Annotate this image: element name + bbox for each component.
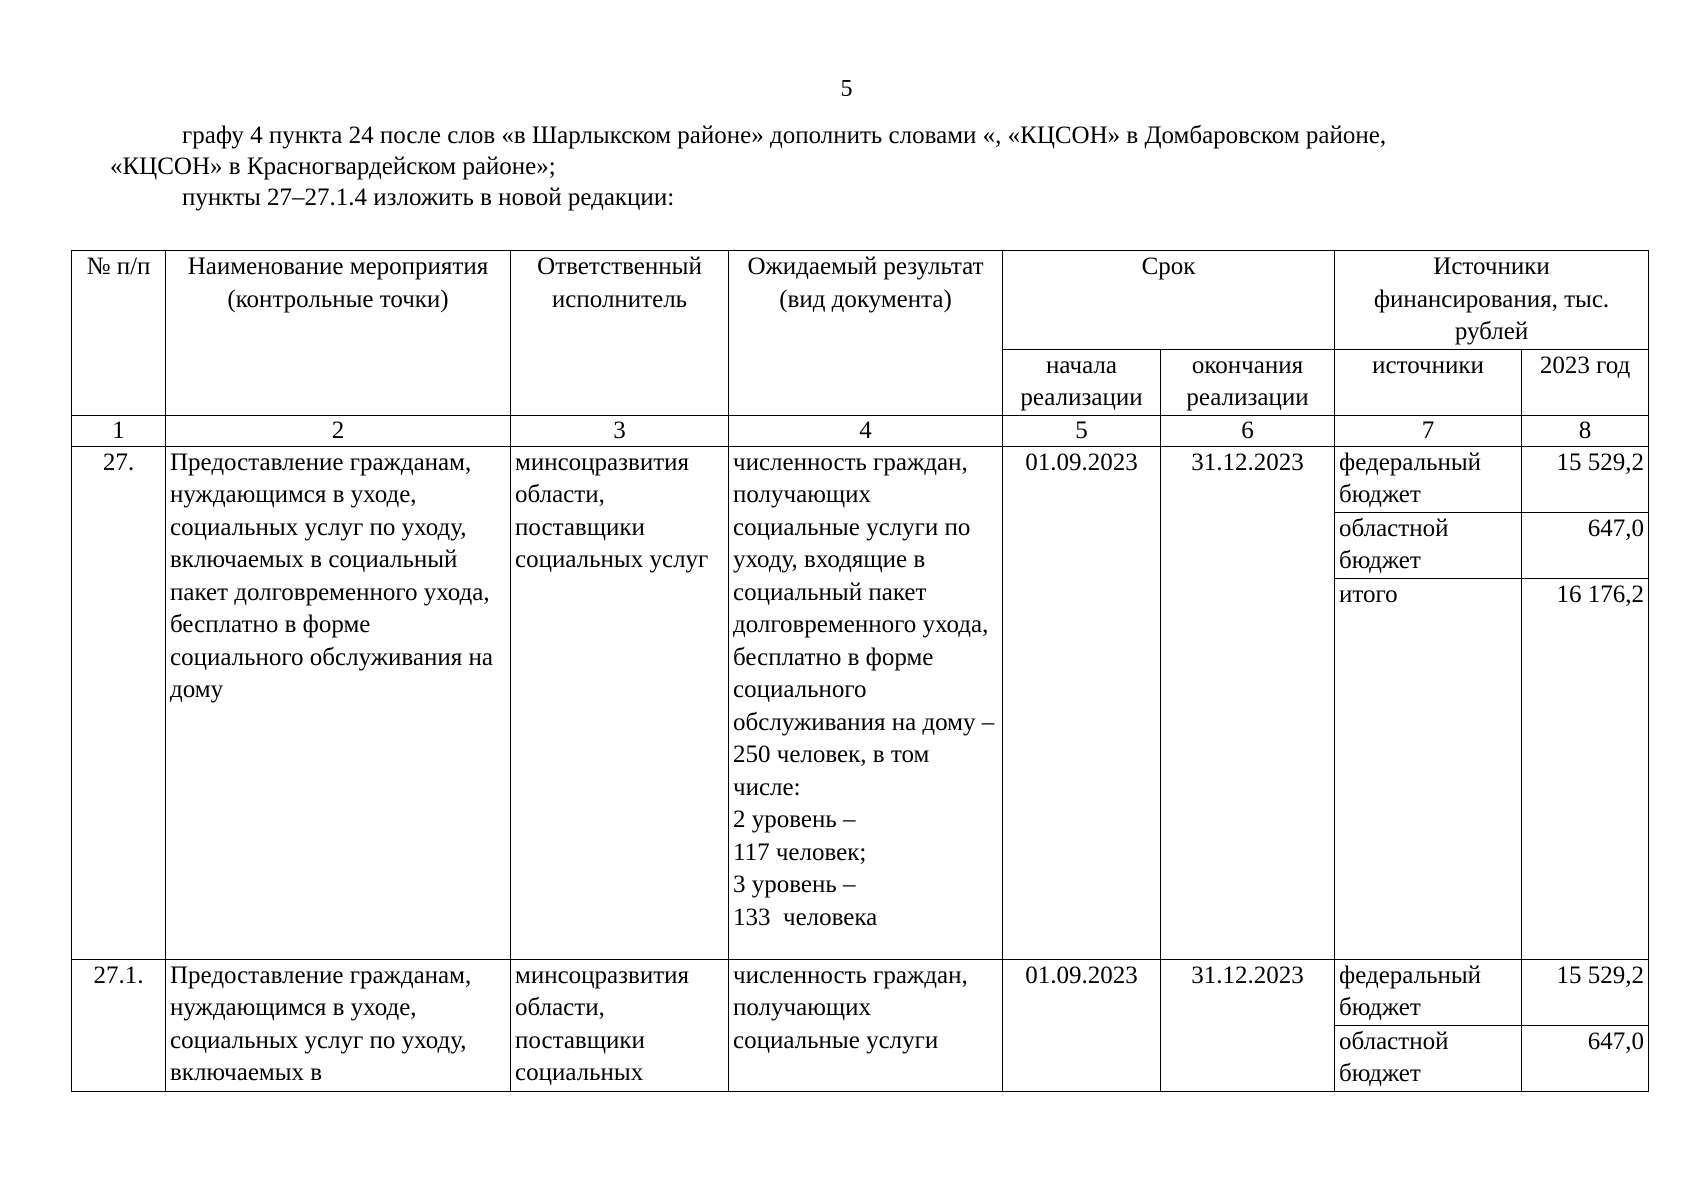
funding-source: областной бюджет (1335, 1025, 1522, 1091)
column-numbers-row (72, 415, 1649, 446)
row-number: 27. (72, 446, 166, 959)
funding-amount: 16 176,2 (1522, 578, 1649, 959)
funding-source: итого (1335, 578, 1522, 959)
intro-line-1: графу 4 пункта 24 после слов «в Шарлыкском районе» дополнить словами «, «КЦСОН» в Домбаровском районе, (182, 122, 1387, 149)
header-num: № п/п (72, 251, 166, 416)
column-number: 1 (72, 415, 166, 446)
result-text: 117 человек; (733, 838, 867, 866)
funding-source: областной бюджет (1335, 512, 1522, 578)
intro-line-3: пункты 27–27.1.4 изложить в новой редакции: (182, 184, 675, 211)
result-text: 2 уровень – (733, 806, 856, 833)
header-executor: Ответственный исполнитель (511, 251, 729, 416)
measures-table (71, 250, 1649, 1092)
header-term-start: начала реализации (1003, 349, 1161, 415)
end-date: 31.12.2023 (1161, 959, 1335, 1091)
header-name: Наименование мероприятия (контрольные точки) (166, 251, 511, 416)
funding-source: федеральный бюджет (1335, 446, 1522, 512)
column-number: 6 (1161, 415, 1335, 446)
funding-amount: 647,0 (1522, 1025, 1649, 1091)
funding-amount: 15 529,2 (1522, 959, 1649, 1025)
funding-amount: 647,0 (1522, 512, 1649, 578)
table-row-27-1 (72, 959, 1649, 1025)
column-number: 5 (1003, 415, 1161, 446)
page-number: 5 (840, 76, 853, 102)
expected-result (729, 446, 1003, 959)
header-term-end: окончания реализации (1161, 349, 1335, 415)
header-term: Срок (1003, 251, 1335, 350)
column-number: 8 (1522, 415, 1649, 446)
result-text: численность граждан, получающих социальные услуги по уходу, входящие в социальный пакет долговременного ухода, бесплатно в форме социального обслуживания на дому – 250 человек, в том числе: (733, 448, 995, 801)
result-text: 133 человека (733, 903, 878, 931)
funding-source: федеральный бюджет (1335, 959, 1522, 1025)
column-number: 4 (729, 415, 1003, 446)
column-number: 7 (1335, 415, 1522, 446)
result-text: 3 уровень – (733, 871, 856, 898)
table-row-27 (72, 446, 1649, 512)
responsible-executor: минсоцразвития области, поставщики социальных (511, 959, 729, 1091)
measure-name: Предоставление гражданам, нуждающимся в уходе, социальных услуг по уходу, включаемых в (166, 959, 511, 1091)
intro-line-2: «КЦСОН» в Красногвардейском районе»; (110, 153, 556, 180)
end-date: 31.12.2023 (1161, 446, 1335, 959)
header-funding-sources: источники (1335, 349, 1522, 415)
start-date: 01.09.2023 (1003, 959, 1161, 1091)
expected-result: численность граждан, получающих социальные услуги (729, 959, 1003, 1091)
header-funding: Источники финансирования, тыс. рублей (1335, 251, 1649, 350)
measure-name: Предоставление гражданам, нуждающимся в уходе, социальных услуг по уходу, включаемых в социальный пакет долговременного ухода, бесплатно в форме социального обслуживания на дому (166, 446, 511, 959)
header-funding-year: 2023 год (1522, 349, 1649, 415)
row-number: 27.1. (72, 959, 166, 1091)
responsible-executor: минсоцразвития области, поставщики социальных услуг (511, 446, 729, 959)
intro-text (110, 120, 1610, 213)
header-row-1 (72, 251, 1649, 350)
start-date: 01.09.2023 (1003, 446, 1161, 959)
header-result: Ожидаемый результат (вид документа) (729, 251, 1003, 416)
column-number: 2 (166, 415, 511, 446)
column-number: 3 (511, 415, 729, 446)
funding-amount: 15 529,2 (1522, 446, 1649, 512)
